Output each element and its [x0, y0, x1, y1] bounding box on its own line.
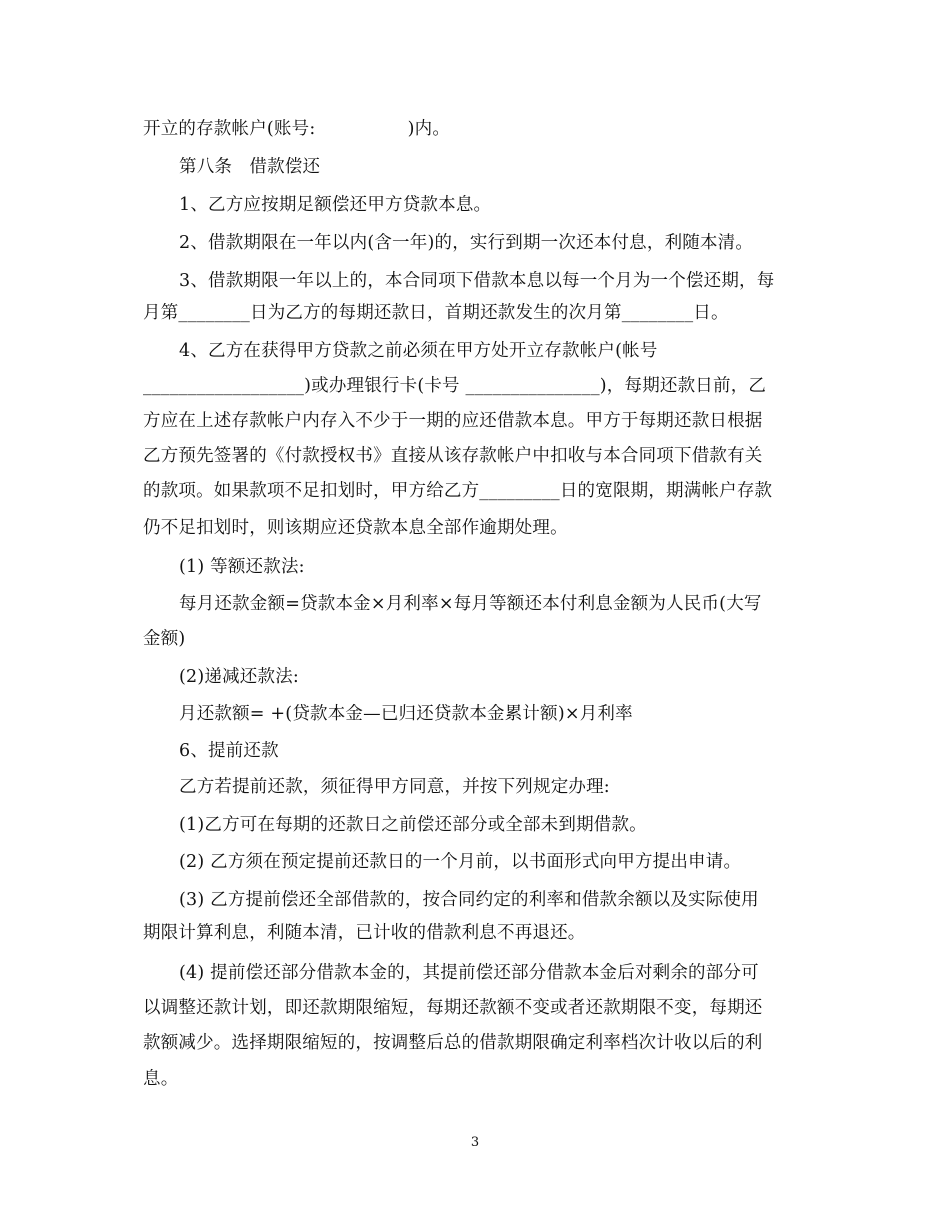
text-line: 款额减少。选择期限缩短的，按调整后总的借款期限确定利率档次计收以后的利 [143, 1033, 763, 1053]
text-line: 1、乙方应按期足额偿还甲方贷款本息。 [179, 195, 492, 215]
text-line: 乙方若提前还款，须征得甲方同意，并按下列规定办理: [179, 777, 610, 797]
text-line: 方应在上述存款帐户内存入不少于一期的应还借款本息。甲方于每期还款日根据 [143, 411, 763, 431]
text-line: 月第________日为乙方的每期还款日，首期还款发生的次月第________日。 [143, 303, 729, 323]
text-line: 息。 [143, 1069, 179, 1089]
text-line: 2、借款期限在一年以内(含一年)的，实行到期一次还本付息，利随本清。 [179, 233, 754, 253]
text-line: (4) 提前偿还部分借款本金的，其提前偿还部分借款本金后对剩余的部分可 [179, 963, 759, 983]
text-line: 仍不足扣划时，则该期应还贷款本息全部作逾期处理。 [143, 518, 568, 538]
text-line: 期限计算利息，利随本清，已计收的借款利息不再退还。 [143, 923, 586, 943]
text-line: (2)递减还款法: [179, 667, 299, 687]
text-line: (1) 等额还款法: [179, 557, 305, 577]
text-line: 3、借款期限一年以上的，本合同项下借款本息以每一个月为一个偿还期，每 [179, 271, 775, 291]
text-line: (3) 乙方提前偿还全部借款的，按合同约定的利率和借款余额以及实际使用 [179, 890, 759, 910]
text-line: 每月还款金额=贷款本金×月利率×每月等额还本付利息金额为人民币(大写 [179, 594, 762, 614]
page-number: 3 [470, 1135, 480, 1150]
text-line: 4、乙方在获得甲方贷款之前必须在甲方处开立存款帐户(帐号 [179, 341, 658, 361]
text-line: 乙方预先签署的《付款授权书》直接从该存款帐户中扣收与本合同项下借款有关 [143, 446, 763, 466]
text-line: 以调整还款计划，即还款期限缩短，每期还款额不变或者还款期限不变，每期还 [143, 998, 763, 1018]
section-heading: 6、提前还款 [179, 741, 279, 761]
text-line: 金额) [143, 629, 186, 649]
text-line: (1)乙方可在每期的还款日之前偿还部分或全部未到期借款。 [179, 815, 647, 835]
text-line: (2) 乙方须在预定提前还款日的一个月前，以书面形式向甲方提出申请。 [179, 852, 742, 872]
text-line: __________________)或办理银行卡(卡号 _______________)，每期还款日前，乙 [143, 376, 767, 396]
text-line: 开立的存款帐户(账号: )内。 [143, 119, 451, 139]
article-heading: 第八条 借款偿还 [179, 157, 321, 177]
text-line: 的款项。如果款项不足扣划时，甲方给乙方_________日的宽限期，期满帐户存款 [143, 481, 773, 501]
text-line: 月还款额= +(贷款本金—已归还贷款本金累计额)×月利率 [179, 704, 633, 724]
